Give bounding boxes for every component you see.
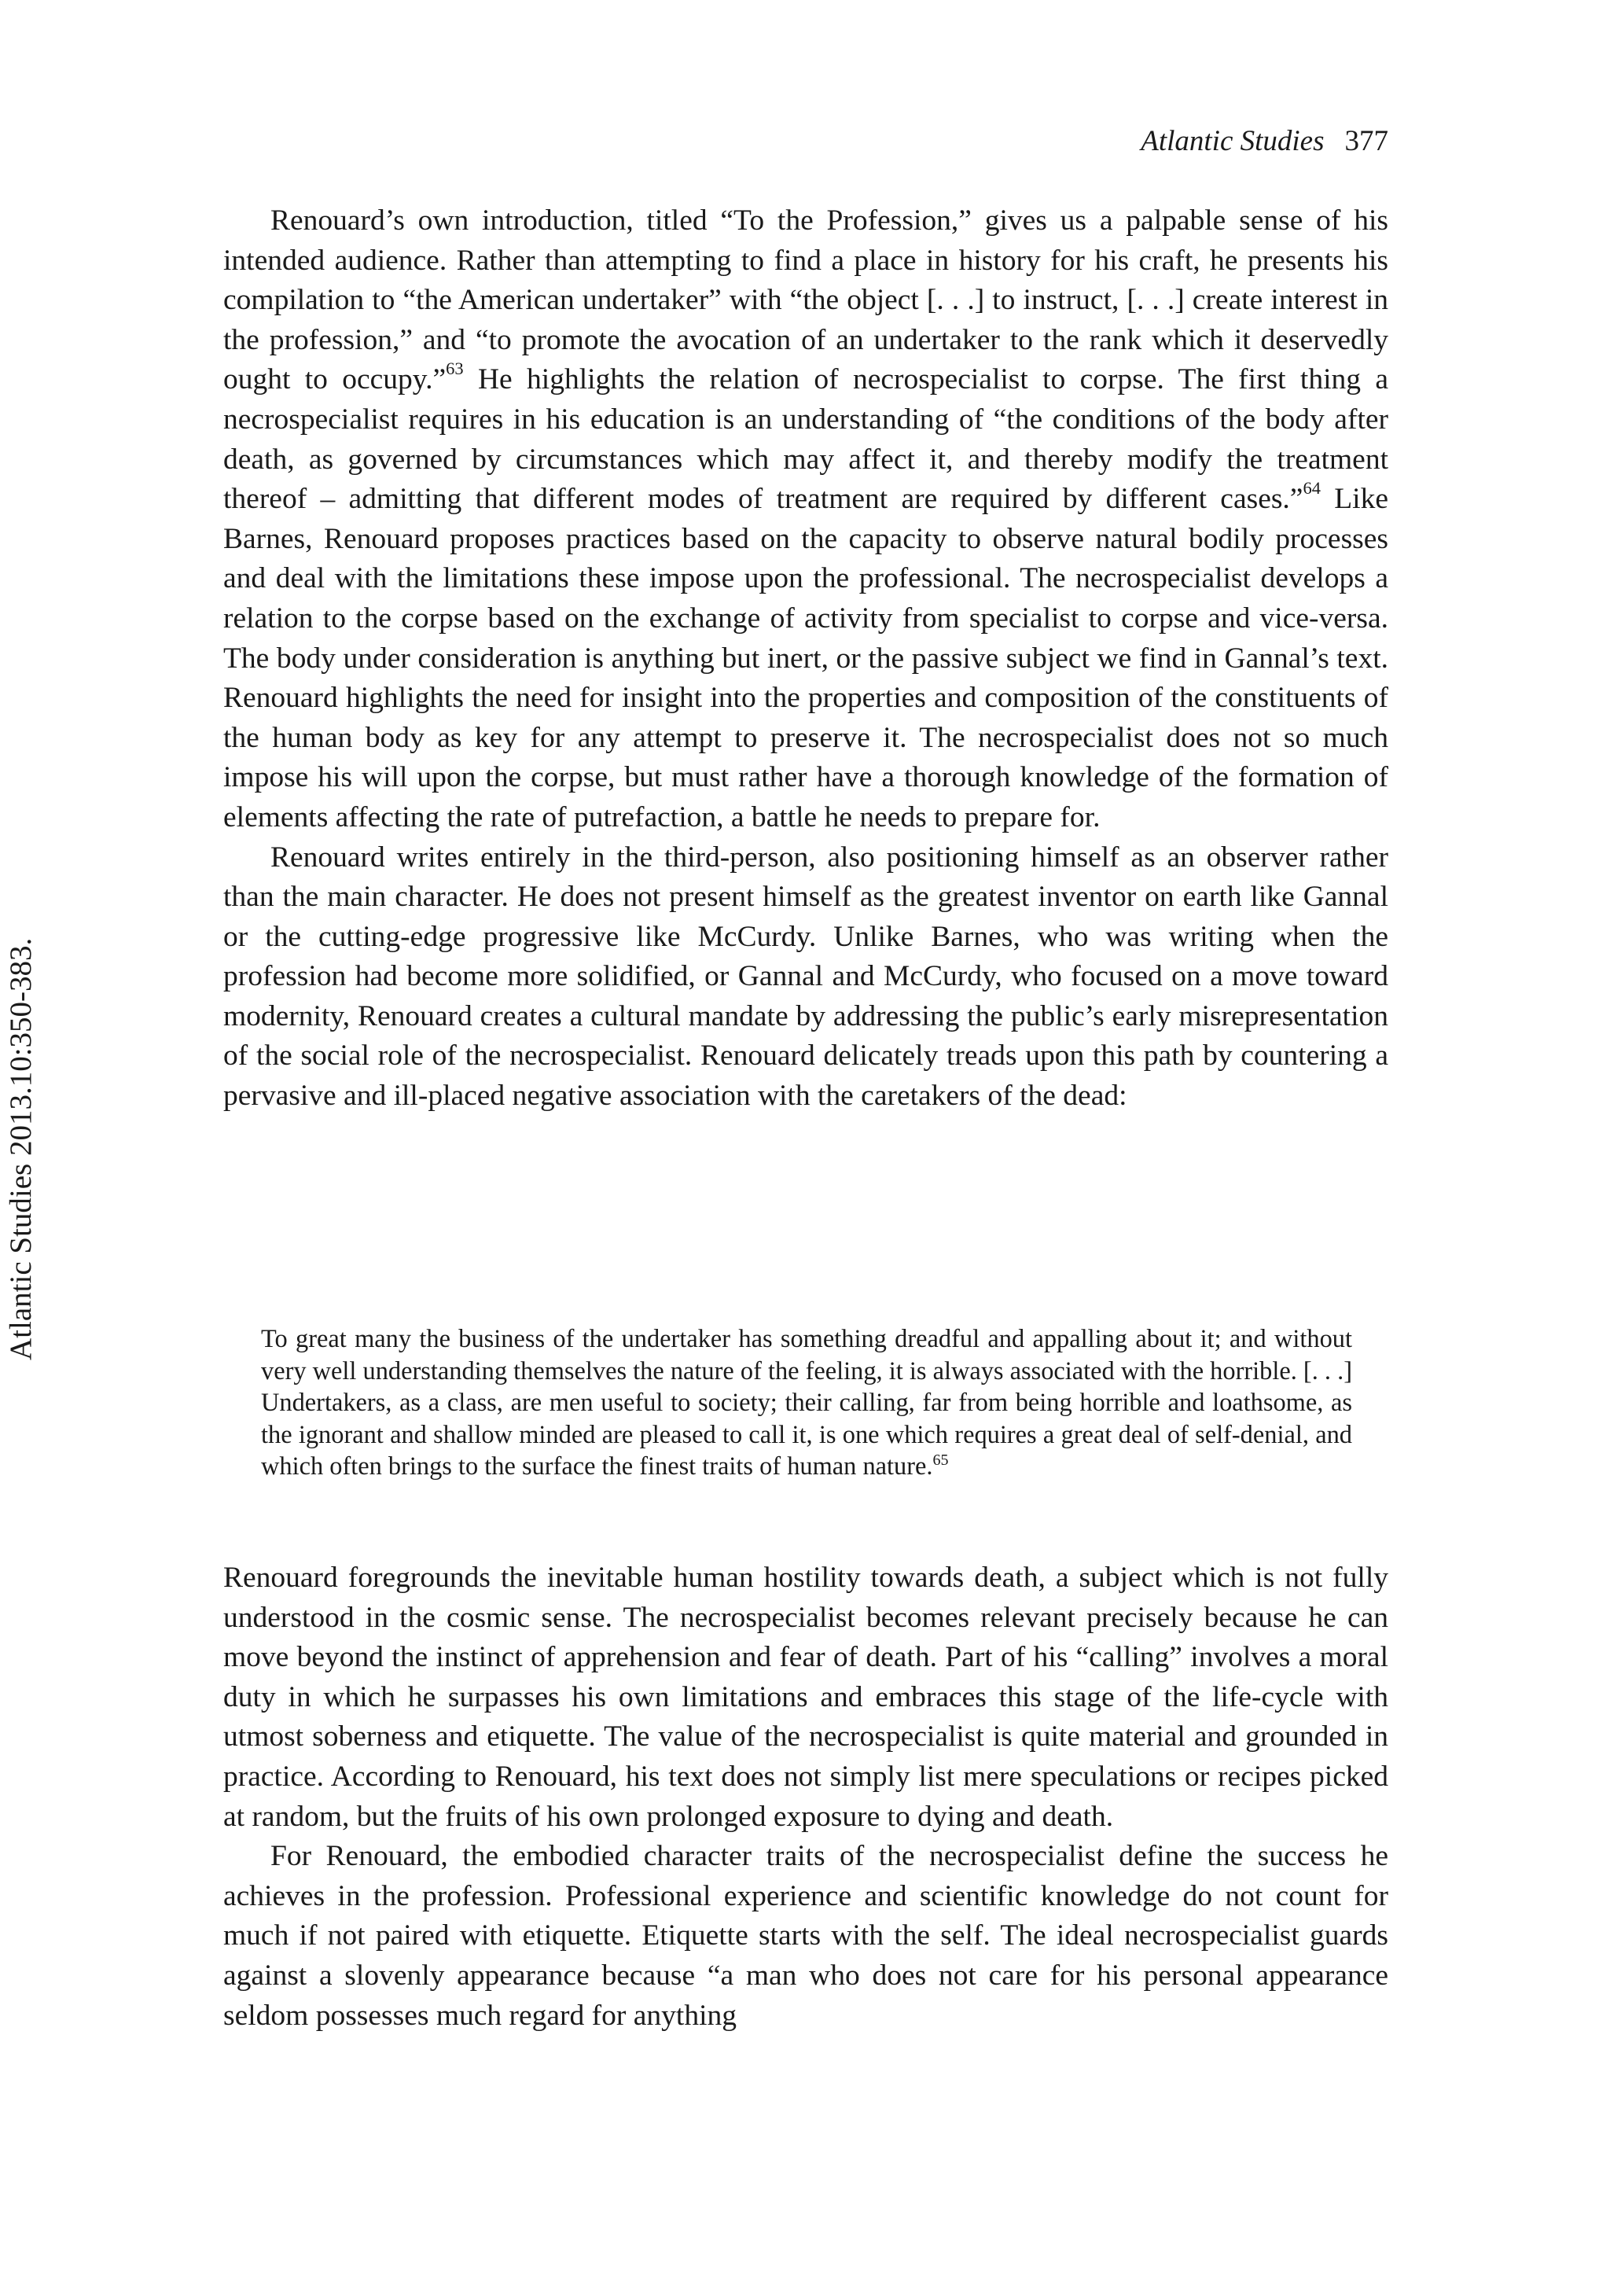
paragraph-1-text-a: Renouard’s own introduction, titled “To the Profession,” gives us a palpable sense of his intended audience. Rather than attempting to find a place in history for his craft, he presents his compilation to “the American undertaker” with “the object [. . .] to instruct, [. . .] create interest in the profession,” and “to promote the avocation of an undertaker to the rank which it deservedly ought to occupy.” xyxy=(223,204,1388,396)
paragraph-4: For Renouard, the embodied character traits of the necrospecialist define the success he achieves in the profession. Professional experience and scientific knowledge do not count for much if not paired with etiquette. Etiquette starts with the self. The ideal necrospecialist guards against a slovenly appearance because “a man who does not care for his personal appearance seldom possesses much regard for anything xyxy=(223,1840,1388,2032)
margin-citation-note: Atlantic Studies 2013.10:350-383. xyxy=(4,937,38,1360)
block-quote-text: To great many the business of the undertaker has something dreadful and appalling about it; and without very well understanding themselves the nature of the feeling, it is always associated with the horrible. [. . .] Undertakers, as a class, are men useful to society; their calling, far from being horrible and loathsome, as the ignorant and shallow minded are pleased to call it, is one which requires a great deal of self-denial, and which often brings to the surface the finest traits of human nature. xyxy=(261,1325,1352,1481)
paragraph-3: Renouard foregrounds the inevitable human hostility towards death, a subject which is not fully understood in the cosmic sense. The necrospecialist becomes relevant precisely because he can move beyond the instinct of apprehension and fear of death. Part of his “calling” involves a moral duty in which he surpasses his own limitations and embraces this stage of the life-cycle with utmost soberness and etiquette. The value of the necrospecialist is quite material and grounded in practice. According to Renouard, his text does not simply list mere speculations or recipes picked at random, but the fruits of his own prolonged exposure to dying and death. xyxy=(223,1562,1388,1833)
paragraph-2: Renouard writes entirely in the third-person, also positioning himself as an observer rather than the main character. He does not present himself as the greatest inventor on earth like Gannal or the cutting-edge progressive like McCurdy. Unlike Barnes, who was writing when the profession had become more solidified, or Gannal and McCurdy, who focused on a move toward modernity, Renouard creates a cultural mandate by addressing the public’s early misrepresentation of the social role of the necrospecialist. Renouard delicately treads upon this path by countering a pervasive and ill-placed negative association with the caretakers of the dead: xyxy=(223,841,1388,1113)
footnote-ref-64[interactable]: 64 xyxy=(1303,478,1321,499)
paragraph-1-text-c: Like Barnes, Renouard proposes practices based on the capacity to observe natural bodily processes and deal with the limitations these impose upon the professional. The necrospecialist develops a relation to the corpse based on the exchange of activity from specialist to corpse and vice-versa. The body under consideration is anything but inert, or the passive subject we find in Gannal’s text. Renouard highlights the need for insight into the properties and composition of the constituents of the human body as key for any attempt to preserve it. The necrospecialist does not so much impose his will upon the corpse, but must rather have a thorough knowledge of the formation of elements affecting the rate of putrefaction, a battle he needs to prepare for. xyxy=(223,483,1388,833)
footnote-ref-63[interactable]: 63 xyxy=(446,359,464,379)
block-quote-paragraph xyxy=(261,1323,1352,1483)
footnote-ref-65[interactable]: 65 xyxy=(932,1452,949,1470)
paragraph-1-text-b: He highlights the relation of necrospecialist to corpse. The first thing a necrospecialist requires in his education is an understanding of “the conditions of the body after death, as governed by circumstances which may affect it, and thereby modify the treatment thereof – admitting that different modes of treatment are required by different cases.” xyxy=(223,363,1388,516)
paragraph-1 xyxy=(223,201,1388,838)
block-quote xyxy=(261,1323,1352,1483)
page-number: 377 xyxy=(1344,125,1388,157)
journal-title: Atlantic Studies xyxy=(1141,125,1325,157)
body-text-top xyxy=(223,201,1388,1117)
running-head xyxy=(1141,124,1388,159)
body-text-bottom xyxy=(223,1558,1388,2036)
